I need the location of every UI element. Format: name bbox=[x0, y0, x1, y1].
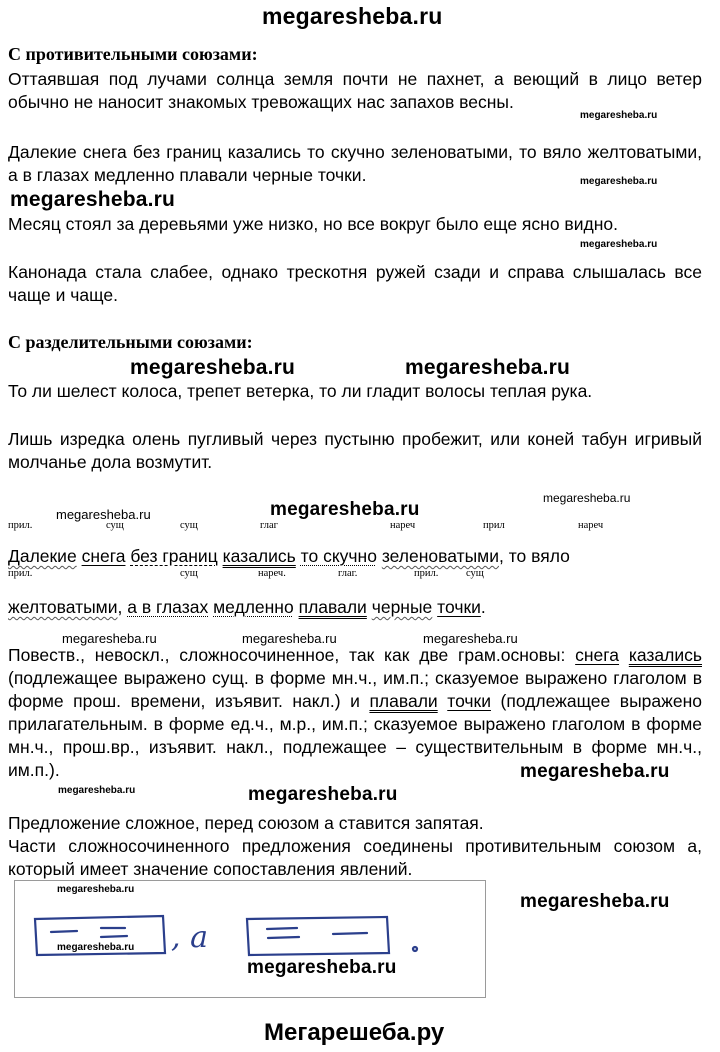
word-subject: точки bbox=[437, 597, 481, 617]
example-sentence-6: Лишь изредка олень пугливый через пустыню пробежит, или коней табун игривый молчанье дола возмутит. bbox=[8, 429, 702, 472]
word-adjective: черные bbox=[371, 597, 433, 617]
word-adverbial: медленно bbox=[213, 597, 294, 617]
pos-label: прил bbox=[483, 520, 505, 531]
conclusion-explanation: Части сложносочиненного предложения соединены противительным союзом а, который имеет значение сопоставления явлений. bbox=[8, 836, 702, 879]
watermark-large: megaresheba.ru bbox=[270, 499, 420, 520]
example-sentence-5: То ли шелест колоса, трепет ветерка, то ли гладит волосы теплая рука. bbox=[8, 381, 593, 401]
watermark-small: megaresheba.ru bbox=[56, 507, 151, 522]
scheme-clause-box-2 bbox=[247, 917, 389, 955]
pos-label: сущ bbox=[466, 568, 484, 579]
watermark-small: megaresheba.ru bbox=[543, 491, 631, 505]
word-adjective: Далекие bbox=[8, 546, 77, 566]
pos-label: нареч. bbox=[258, 568, 286, 579]
grammar-predicate: плавали bbox=[369, 691, 438, 711]
pos-label: прил. bbox=[8, 520, 33, 531]
parsed-sentence-line-2: желтоватыми, а в глазах медленно плавали черные точки. bbox=[8, 597, 486, 617]
word-adverbial: то скучно bbox=[300, 546, 377, 566]
watermark-small: megaresheba.ru bbox=[580, 176, 658, 187]
watermark-large: megaresheba.ru bbox=[405, 356, 571, 379]
pos-label: сущ bbox=[106, 520, 124, 531]
pos-label: прил. bbox=[414, 568, 439, 579]
scheme-drawing bbox=[15, 881, 485, 997]
grammar-predicate: казались bbox=[628, 645, 702, 665]
scheme-subject-line bbox=[333, 933, 367, 934]
pos-label: глаг. bbox=[338, 568, 358, 579]
example-sentence-1: Оттаявшая под лучами солнца земля почти не пахнет, а веющий в лицо ветер обычно не наносит знакомых тревожащих нас запахов весны. bbox=[8, 69, 702, 112]
analysis-paragraph: Повеств., невоскл., сложносочиненное, так как две грам.основы: снега казались (подлежащее выражено сущ. в форме мн.ч., им.п.; сказуемое выражено глаголом в форме прош. времени, изъявит. накл.) и плавали точки (подлежащее выражено прилагательным. в форме ед.ч., м.р., им.п.; сказуемое выражено глаголом в форме мн.ч., прош.вр., изъявит. накл., подлежащее – существительным в форме мн.ч., им.п.). bbox=[8, 645, 702, 780]
word-predicate: казались bbox=[222, 546, 296, 566]
watermark-large: megaresheba.ru bbox=[10, 188, 176, 211]
site-title-bottom: Мегарешеба.ру bbox=[264, 1019, 445, 1046]
word-predicate: плавали bbox=[298, 597, 367, 617]
word-subject: снега bbox=[81, 546, 126, 566]
sentence-scheme bbox=[14, 880, 486, 998]
word-complement: без границ bbox=[130, 546, 218, 566]
pos-label: глаг bbox=[260, 520, 278, 531]
scheme-predicate-double-line bbox=[101, 928, 127, 937]
scheme-predicate-double-line bbox=[267, 928, 299, 938]
pos-label: нареч bbox=[578, 520, 604, 531]
watermark-small: megaresheba.ru bbox=[57, 884, 135, 895]
scheme-conjunction: , а bbox=[171, 920, 208, 955]
grammar-subject: снега bbox=[575, 645, 620, 665]
watermark-small: megaresheba.ru bbox=[57, 942, 135, 953]
watermark-small: megaresheba.ru bbox=[242, 631, 337, 646]
watermark-large: megaresheba.ru bbox=[130, 356, 296, 379]
conclusion-sentence: Предложение сложное, перед союзом а ставится запятая. bbox=[8, 813, 484, 833]
pos-label: сущ bbox=[180, 568, 198, 579]
word-adjective: зеленоватыми bbox=[381, 546, 499, 566]
watermark-small: megaresheba.ru bbox=[580, 110, 658, 121]
word-adjective: желтоватыми bbox=[8, 597, 118, 617]
heading-adversative-conjunctions: С противительными союзами: bbox=[8, 44, 258, 64]
example-sentence-2: Далекие снега без границ казались то скучно зеленоватыми, то вяло желтоватыми, а в глазах медленно плавали черные точки. bbox=[8, 142, 702, 185]
parsed-sentence-line-1: Далекие снега без границ казались то скучно зеленоватыми, то вяло bbox=[8, 546, 570, 566]
watermark-large: megaresheba.ru bbox=[520, 891, 670, 912]
scheme-subject-line bbox=[51, 931, 77, 932]
scheme-period bbox=[413, 947, 417, 951]
watermark-large: megaresheba.ru bbox=[248, 784, 398, 805]
watermark-small: megaresheba.ru bbox=[580, 239, 658, 250]
word-adverbial: а в глазах bbox=[127, 597, 209, 617]
heading-disjunctive-conjunctions: С разделительными союзами: bbox=[8, 332, 253, 352]
watermark-large: megaresheba.ru bbox=[520, 761, 670, 782]
pos-label: прил. bbox=[8, 568, 33, 579]
pos-label: сущ bbox=[180, 520, 198, 531]
example-sentence-3: Месяц стоял за деревьями уже низко, но все вокруг было еще ясно видно. bbox=[8, 214, 618, 234]
word-adverb: вяло bbox=[531, 546, 570, 566]
watermark-small: megaresheba.ru bbox=[58, 785, 136, 796]
watermark-small: megaresheba.ru bbox=[423, 631, 518, 646]
watermark-large: megaresheba.ru bbox=[247, 957, 397, 978]
watermark-small: megaresheba.ru bbox=[62, 631, 157, 646]
site-watermark-top: megaresheba.ru bbox=[262, 3, 443, 29]
pos-label: нареч bbox=[390, 520, 416, 531]
example-sentence-4: Канонада стала слабее, однако трескотня ружей сзади и справа слышалась все чаще и чаще. bbox=[8, 262, 702, 305]
grammar-subject: точки bbox=[447, 691, 491, 711]
